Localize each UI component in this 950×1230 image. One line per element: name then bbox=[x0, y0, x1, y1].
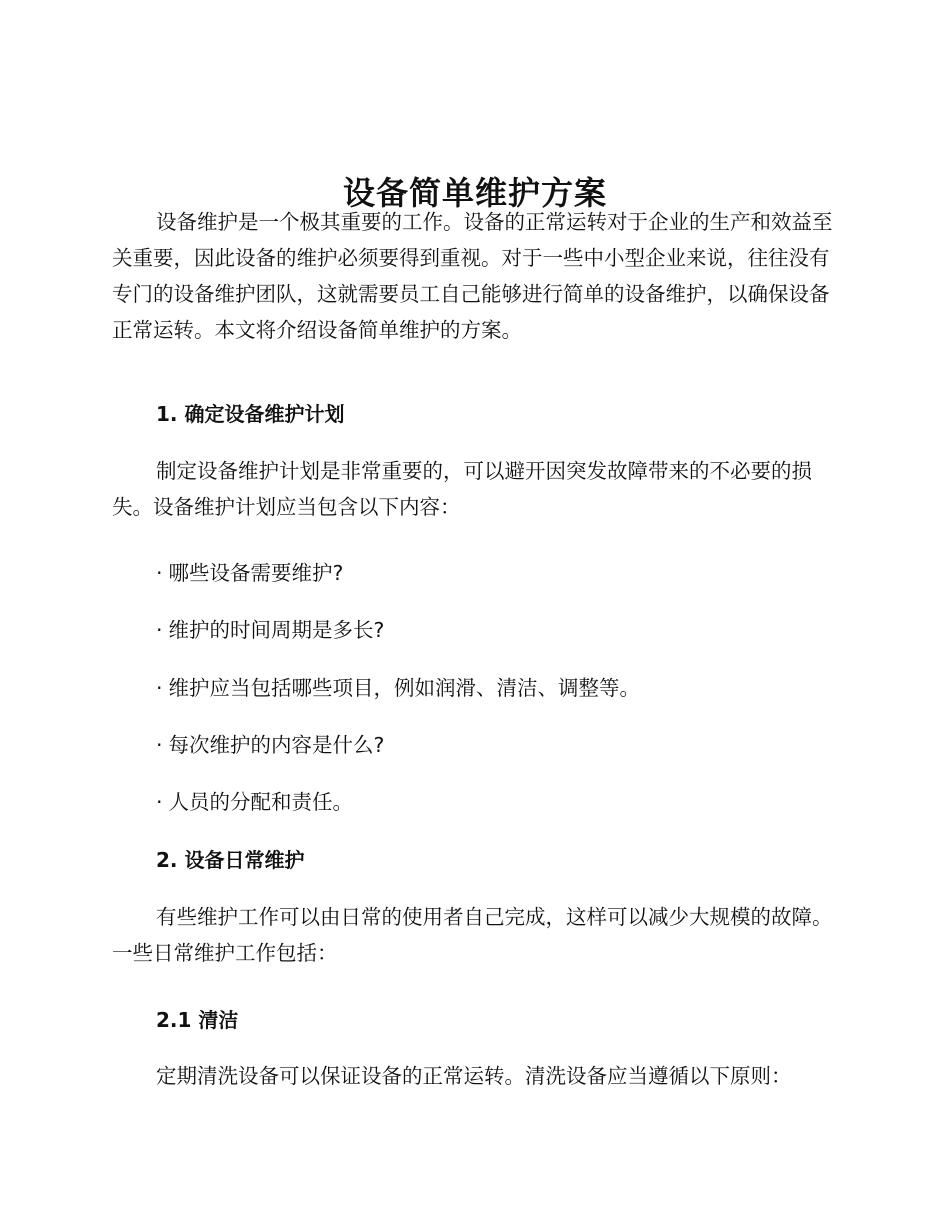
bullet-dot-icon: · bbox=[156, 676, 163, 700]
list-item-text: 维护应当包括哪些项目，例如润滑、清洁、调整等。 bbox=[168, 676, 641, 700]
list-item bbox=[156, 558, 343, 588]
section-2-1-heading: 2.1 清洁 bbox=[156, 1008, 239, 1032]
section-1-paragraph: 制定设备维护计划是非常重要的，可以避开因突发故障带来的不必要的损失。设备维护计划应当包含以下内容： bbox=[112, 459, 812, 519]
bullet-dot-icon: · bbox=[156, 790, 163, 814]
list-item-text: 哪些设备需要维护? bbox=[168, 561, 344, 585]
bullet-dot-icon: · bbox=[156, 561, 163, 585]
intro-paragraph: 设备维护是一个极其重要的工作。设备的正常运转对于企业的生产和效益至关重要，因此设备的维护必须要得到重视。对于一些中小型企业来说，往往没有专门的设备维护团队，这就需要员工自己能够进行简单的设备维护，以确保设备正常运转。本文将介绍设备简单维护的方案。 bbox=[112, 210, 833, 342]
list-item-text: 人员的分配和责任。 bbox=[168, 790, 354, 814]
list-item bbox=[156, 730, 384, 760]
section-1-heading: 1. 确定设备维护计划 bbox=[156, 402, 345, 426]
list-item bbox=[156, 787, 353, 817]
list-item-text: 维护的时间周期是多长? bbox=[168, 618, 385, 642]
list-item-text: 每次维护的内容是什么? bbox=[168, 733, 385, 757]
section-2-heading: 2. 设备日常维护 bbox=[156, 848, 305, 872]
bullet-dot-icon: · bbox=[156, 733, 163, 757]
bullet-dot-icon: · bbox=[156, 618, 163, 642]
list-item bbox=[156, 673, 640, 703]
section-2-paragraph: 有些维护工作可以由日常的使用者自己完成，这样可以减少大规模的故障。一些日常维护工作包括： bbox=[112, 905, 833, 965]
list-item bbox=[156, 615, 384, 645]
page-title: 设备简单维护方案 bbox=[342, 174, 607, 213]
section-2-1-paragraph: 定期清洗设备可以保证设备的正常运转。清洗设备应当遵循以下原则： bbox=[156, 1064, 792, 1088]
